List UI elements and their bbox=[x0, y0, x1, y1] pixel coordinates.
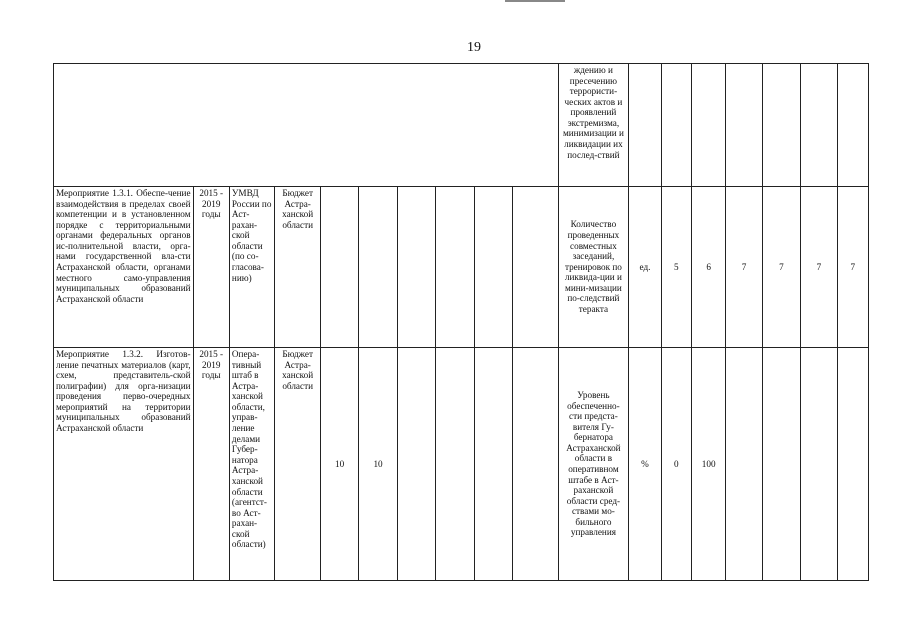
funding-cell bbox=[320, 187, 358, 348]
funding-cell bbox=[397, 187, 435, 348]
indicator-cell: Количество проведенных совместных заседаний, тренировок по ликвида-ции и мини-мизации по-следствий теракта bbox=[558, 187, 629, 348]
value-cell: 7 bbox=[762, 187, 800, 348]
empty-cell bbox=[629, 64, 661, 187]
period-cell: 2015 - 2019 годы bbox=[193, 187, 229, 348]
funding-cell: 10 bbox=[320, 348, 358, 581]
continuation-left-cell bbox=[54, 64, 559, 187]
empty-cell bbox=[762, 64, 800, 187]
value-cell: 5 bbox=[661, 187, 691, 348]
program-table bbox=[53, 63, 869, 581]
page-number: 19 bbox=[467, 40, 481, 55]
funding-cell bbox=[397, 348, 435, 581]
value-cell bbox=[762, 348, 800, 581]
funding-cell: 10 bbox=[359, 348, 397, 581]
value-cell bbox=[726, 348, 762, 581]
funding-cell bbox=[359, 187, 397, 348]
top-scan-mark bbox=[505, 0, 565, 2]
value-cell: 0 bbox=[661, 348, 691, 581]
value-cell: 6 bbox=[691, 187, 725, 348]
empty-cell bbox=[726, 64, 762, 187]
value-cell: 7 bbox=[726, 187, 762, 348]
measure-cell: Мероприятие 1.3.2. Изготов-ление печатных материалов (карт, схем, представитель-ской полиграфии) для орга-низации проведения перво-очередных мероприятий на территории муниципальных образований Астраханской области bbox=[54, 348, 194, 581]
funding-cell bbox=[474, 348, 512, 581]
funding-cell bbox=[436, 348, 474, 581]
value-cell: 7 bbox=[801, 187, 837, 348]
indicator-cell: Уровень обеспеченно-сти предста-вителя Гу-бернатора Астраханской области в оперативном штабе в Аст-раханской области сред-ствами мо-бильного управления bbox=[558, 348, 629, 581]
value-cell bbox=[801, 348, 837, 581]
continuation-row bbox=[54, 64, 869, 187]
unit-cell: % bbox=[629, 348, 661, 581]
empty-cell bbox=[661, 64, 691, 187]
funding-cell bbox=[474, 187, 512, 348]
period-cell: 2015 - 2019 годы bbox=[193, 348, 229, 581]
funding-cell bbox=[513, 187, 559, 348]
value-cell: 100 bbox=[691, 348, 725, 581]
value-cell: 7 bbox=[837, 187, 868, 348]
source-cell: Бюджет Астра-ханской области bbox=[275, 187, 321, 348]
table-row bbox=[54, 348, 869, 581]
measure-cell: Мероприятие 1.3.1. Обеспе-чение взаимодействия в пределах своей компетенции и в установленном порядке с территориальными органами федеральных органов ис-полнительной власти, орга-нами государственной вла-сти Астраханской области, органами местного само-управления муниципальных образований Астраханской области bbox=[54, 187, 194, 348]
empty-cell bbox=[691, 64, 725, 187]
executor-cell: Опера-тивный штаб в Астра-ханской области, управ-ление делами Губер-натора Астра-ханской области (агентст-во Аст-рахан-ской области) bbox=[229, 348, 275, 581]
indicator-continuation: ждению и пресечению террористи-ческих актов и проявлений экстремизма, минимизации и ликвидации их послед-ствий bbox=[558, 64, 629, 187]
unit-cell: ед. bbox=[629, 187, 661, 348]
empty-cell bbox=[801, 64, 837, 187]
funding-cell bbox=[513, 348, 559, 581]
value-cell bbox=[837, 348, 868, 581]
executor-cell: УМВД России по Аст-рахан-ской области (по со-гласова-нию) bbox=[229, 187, 275, 348]
table-row bbox=[54, 187, 869, 348]
source-cell: Бюджет Астра-ханской области bbox=[275, 348, 321, 581]
empty-cell bbox=[837, 64, 868, 187]
funding-cell bbox=[436, 187, 474, 348]
